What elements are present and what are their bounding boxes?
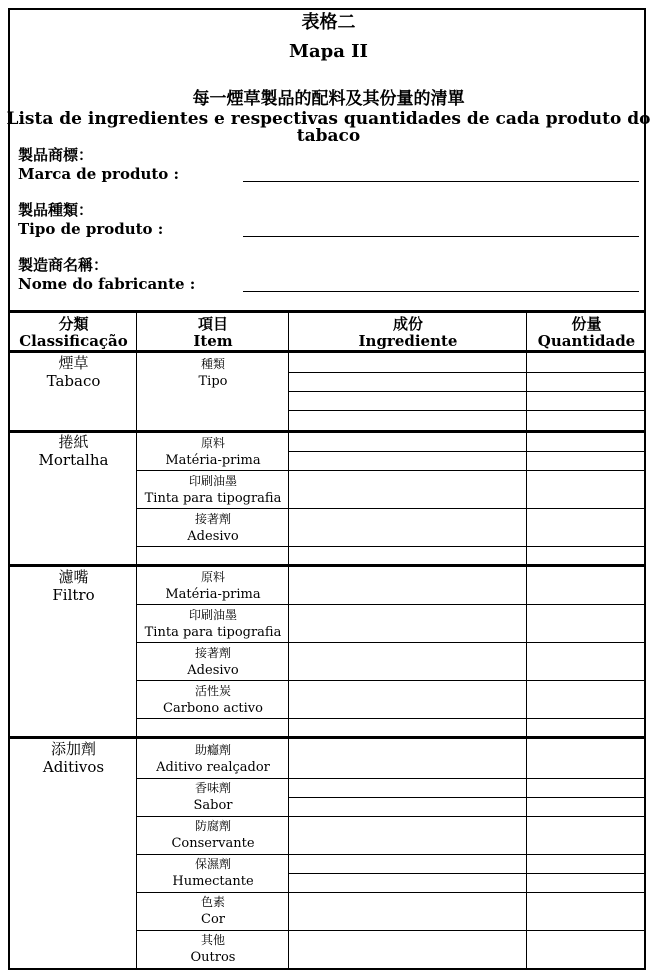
item-label-zh: 活性炭	[194, 684, 231, 698]
header-quantity	[527, 316, 646, 350]
item-label-zh: 防腐劑	[194, 819, 231, 833]
item-label-pt: Tinta para tipografia	[144, 491, 282, 506]
item-label-pt: Sabor	[193, 798, 233, 813]
item-adesivo	[137, 644, 289, 680]
group-aditivos-pt: Aditivos	[42, 758, 105, 776]
entry-row-line	[289, 451, 646, 452]
field-brand-input[interactable]	[243, 181, 639, 182]
form-subtitle-pt-line1: Lista de ingredientes e respectivas quantidades de cada produto do	[6, 109, 651, 129]
item-label-zh: 保濕劑	[194, 857, 231, 871]
item-label-zh: 印刷油墨	[188, 474, 237, 488]
entry-row-line	[289, 372, 646, 373]
group-mortalha	[10, 433, 137, 469]
item-tipo	[137, 355, 289, 391]
header-classification-pt: Classificação	[19, 332, 128, 350]
entry-row-line	[289, 873, 646, 874]
group-tabaco	[10, 354, 137, 390]
item-label-zh: 色素	[200, 895, 225, 909]
item-label-zh: 接著劑	[194, 512, 231, 526]
field-type-label-zh: 製品種類：	[18, 201, 94, 219]
field-brand-label-zh: 製品商標：	[18, 146, 94, 164]
item-label-pt: Aditivo realçador	[156, 760, 270, 775]
group-filtro	[10, 568, 137, 604]
item-outros	[137, 931, 289, 967]
form-title-zh: 表格二	[301, 12, 356, 33]
header-item	[137, 316, 289, 350]
item-label-pt: Humectante	[172, 874, 254, 889]
header-ingredient	[289, 316, 527, 350]
item-carbono	[137, 682, 289, 718]
item-label-zh: 其他	[200, 933, 225, 947]
item-label-pt: Outros	[190, 950, 236, 965]
item-label-pt: Adesivo	[187, 663, 239, 678]
item-tinta	[137, 472, 289, 508]
table-top-border	[10, 310, 646, 313]
item-label-zh: 原料	[200, 570, 225, 584]
group-mortalha-pt: Mortalha	[38, 451, 109, 469]
group-tabaco-pt: Tabaco	[46, 372, 101, 390]
header-ingredient-pt: Ingrediente	[358, 332, 458, 350]
field-brand-label	[18, 146, 179, 184]
form-subtitle-zh: 每一煙草製品的配料及其份量的清單	[192, 89, 465, 109]
field-type-label-pt: Tipo de produto :	[18, 220, 164, 238]
field-manufacturer-input[interactable]	[243, 291, 639, 292]
item-label-pt: Cor	[201, 912, 225, 927]
row-divider	[137, 604, 646, 605]
item-label-zh: 原料	[200, 436, 225, 450]
header-classification-zh: 分類	[58, 315, 89, 333]
header-bottom-border	[10, 350, 646, 353]
field-type-input[interactable]	[243, 236, 639, 237]
item-label-pt: Carbono activo	[163, 701, 263, 716]
item-label-zh: 接著劑	[194, 646, 231, 660]
item-realcador	[137, 741, 289, 777]
item-label-pt: Matéria-prima	[165, 587, 261, 602]
field-manufacturer-label-pt: Nome do fabricante :	[18, 275, 196, 293]
item-materia-prima	[137, 434, 289, 470]
row-divider	[137, 508, 646, 509]
row-divider	[137, 718, 646, 719]
header-quantity-zh: 份量	[571, 315, 602, 333]
item-label-zh: 助癮劑	[194, 743, 231, 757]
form-subtitle-pt-line2: tabaco	[296, 126, 361, 146]
item-label-zh: 種類	[200, 357, 225, 371]
entry-row-line	[289, 391, 646, 392]
row-divider	[137, 680, 646, 681]
group-aditivos	[10, 740, 137, 776]
row-divider	[137, 642, 646, 643]
header-item-pt: Item	[193, 332, 233, 350]
entry-row-line	[289, 797, 646, 798]
entry-row-line	[289, 410, 646, 411]
row-divider	[137, 546, 646, 547]
group-filtro-zh: 濾嘴	[58, 568, 89, 586]
item-conservante	[137, 817, 289, 853]
item-label-pt: Adesivo	[187, 529, 239, 544]
item-label-pt: Tinta para tipografia	[144, 625, 282, 640]
group-mortalha-zh: 捲紙	[58, 433, 89, 451]
item-cor	[137, 893, 289, 929]
group-aditivos-zh: 添加劑	[50, 740, 96, 758]
item-sabor	[137, 779, 289, 815]
section-divider	[10, 564, 646, 567]
field-brand-label-pt: Marca de produto :	[18, 165, 180, 183]
group-filtro-pt: Filtro	[52, 586, 95, 604]
field-type-label	[18, 201, 163, 239]
section-divider	[10, 736, 646, 739]
form-title-pt: Mapa II	[289, 41, 368, 62]
header-ingredient-zh: 成份	[392, 315, 423, 333]
header-item-zh: 項目	[197, 315, 228, 333]
item-label-pt: Tipo	[198, 374, 228, 389]
row-divider	[137, 470, 646, 471]
item-label-pt: Conservante	[171, 836, 255, 851]
field-manufacturer-label-zh: 製造商名稱：	[18, 256, 109, 274]
header-quantity-pt: Quantidade	[537, 332, 636, 350]
header-classification	[10, 316, 137, 350]
item-label-zh: 香味劑	[194, 781, 231, 795]
item-label-zh: 印刷油墨	[188, 608, 237, 622]
field-manufacturer-label	[18, 256, 195, 294]
item-adesivo	[137, 510, 289, 546]
item-tinta	[137, 606, 289, 642]
item-label-pt: Matéria-prima	[165, 453, 261, 468]
group-tabaco-zh: 煙草	[58, 354, 89, 372]
item-humectante	[137, 855, 289, 891]
item-materia-prima	[137, 568, 289, 604]
